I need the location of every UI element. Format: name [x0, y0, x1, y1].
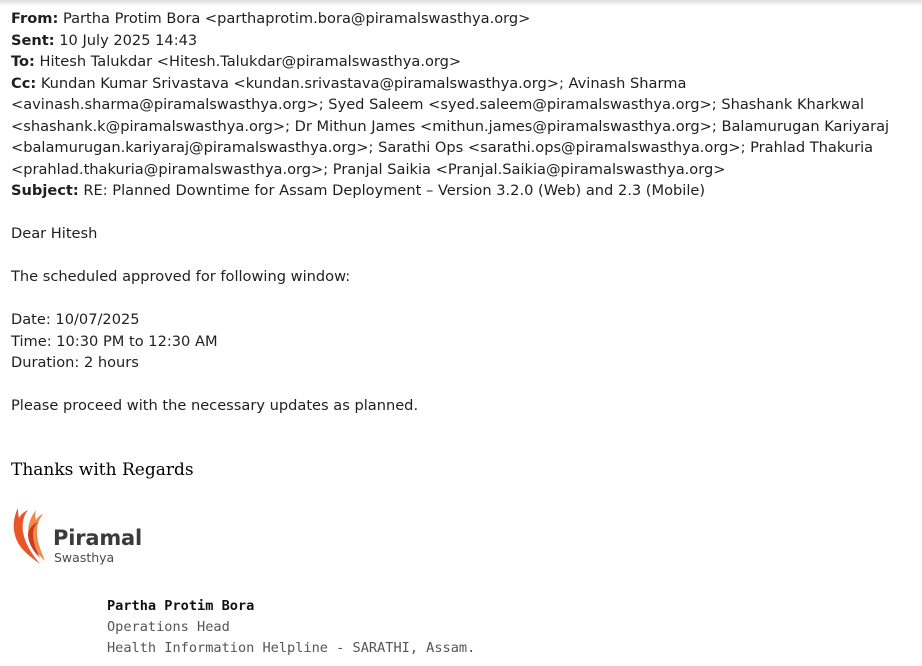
cc-line[interactable]: <shashank.k@piramalswasthya.org>; Dr Mithun James <mithun.james@piramalswasthya.org>; Balamurugan Kariyaraj	[11, 117, 890, 135]
to-row	[11, 51, 916, 73]
to-label: To:	[11, 53, 35, 70]
cc-line[interactable]: <balamurugan.kariyaraj@piramalswasthya.org>; Sarathi Ops <sarathi.ops@piramalswasthya.org>; Prahlad Thakuria	[11, 139, 874, 156]
from-value[interactable]: Partha Protim Bora <parthaprotim.bora@piramalswasthya.org>	[62, 10, 531, 27]
signature-thanks: Thanks with Regards	[11, 460, 194, 480]
email-message	[11, 8, 916, 417]
sent-value: 10 July 2025 14:43	[59, 31, 198, 49]
signature-title: Operations Head	[107, 619, 230, 635]
greeting: Dear Hitesh	[11, 225, 98, 242]
date-line: Date: 10/07/2025	[11, 311, 140, 328]
subject-row	[11, 180, 916, 202]
logo-wordmark: Piramal	[53, 526, 142, 550]
closing-text: Please proceed with the necessary updates as planned.	[11, 397, 419, 414]
piramal-flame-icon	[10, 504, 50, 566]
time-line: Time: 10:30 PM to 12:30 AM	[11, 332, 218, 350]
from-label: From:	[11, 10, 59, 27]
signature-org: Health Information Helpline - SARATHI, Assam.	[107, 640, 476, 656]
sent-label: Sent:	[11, 31, 55, 49]
signature-block	[107, 596, 475, 659]
cc-value[interactable]: Kundan Kumar Srivastava <kundan.srivastava@piramalswasthya.org>; Avinash Sharma	[40, 74, 687, 92]
cc-line	[11, 73, 916, 95]
subject-label: Subject:	[11, 182, 79, 199]
to-value[interactable]: Hitesh Talukdar <Hitesh.Talukdar@piramalswasthya.org>	[39, 53, 462, 70]
intro-text: The scheduled approved for following window:	[11, 268, 351, 285]
cc-label: Cc:	[11, 74, 37, 92]
duration-line: Duration: 2 hours	[11, 354, 139, 371]
window-top-edge	[0, 0, 922, 6]
subject-value: RE: Planned Downtime for Assam Deployment – Version 3.2.0 (Web) and 2.3 (Mobile)	[83, 182, 706, 199]
cc-line[interactable]: <prahlad.thakuria@piramalswasthya.org>; Pranjal Saikia <Pranjal.Saikia@piramalswasthya.org>	[11, 160, 726, 178]
cc-line[interactable]: <avinash.sharma@piramalswasthya.org>; Syed Saleem <syed.saleem@piramalswasthya.org>; Shashank Kharkwal	[11, 96, 865, 113]
signature-name: Partha Protim Bora	[107, 598, 255, 614]
sent-row	[11, 30, 916, 52]
logo-subtitle: Swasthya	[54, 550, 115, 565]
cc-row	[11, 73, 916, 181]
piramal-logo	[10, 504, 150, 568]
from-row	[11, 8, 916, 30]
